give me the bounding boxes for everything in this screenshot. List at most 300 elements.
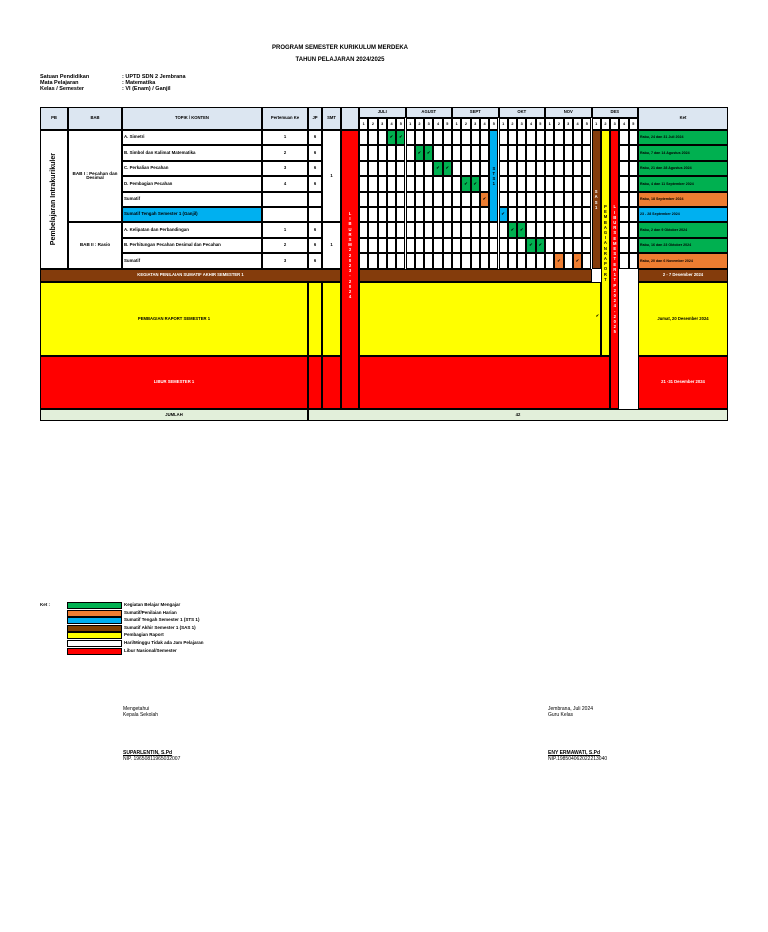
legend-label: Sumatif Tengah Semester 1 (STS 1) [124,617,200,623]
week-cell [452,192,461,207]
jumlah-label: JUMLAH [40,409,308,421]
jp-cell: 6 [308,238,322,253]
week-cell [471,161,480,176]
week-cell [433,207,442,222]
week-number: 1 [545,118,554,130]
week-cell [554,207,563,222]
document-subtitle: TAHUN PELAJARAN 2024/2025 [295,57,385,63]
week-cell [433,192,442,207]
libur-smt [322,356,341,409]
week-cell [536,130,545,145]
week-cell [564,176,573,191]
activity-mark: ✔ [443,161,452,176]
header-bab: BAB [68,107,122,130]
activity-mark: ✔ [433,161,442,176]
jumlah-value: 42 [308,409,728,421]
week-cell [387,176,396,191]
week-cell [443,130,452,145]
info-value: : Matematika [122,80,156,86]
week-cell [573,161,582,176]
week-cell [433,176,442,191]
week-cell [452,161,461,176]
week-cell [499,238,508,253]
week-number: 5 [536,118,545,130]
legend-item [67,602,267,610]
week-cell [424,253,433,268]
bab2-cell: BAB II : Rasio [68,222,122,268]
week-cell [378,145,387,160]
week-cell [461,238,470,253]
week-cell [545,130,554,145]
legend-swatch [67,640,122,647]
header-smt: SMT [322,107,341,130]
week-cell [415,192,424,207]
week-number: 3 [610,118,619,130]
raport-fill [359,282,601,356]
info-row [40,86,186,92]
smt-cell: 1 [322,130,341,222]
week-cell [406,161,415,176]
week-number: 3 [517,118,526,130]
week-number: 2 [601,118,610,130]
week-cell [582,192,591,207]
legend-label: Sumatif/Penilaian Harian [124,609,177,615]
pertemuan-cell: 1 [262,130,308,145]
week-cell [545,238,554,253]
legend-label: Libur Nasional/Semester [124,647,177,653]
week-cell [582,253,591,268]
week-cell [536,161,545,176]
topik-cell: Sumatif Tengah Semester 1 (Ganjil) [122,207,262,222]
week-cell [573,222,582,237]
week-cell [573,238,582,253]
week-cell [480,207,489,222]
week-cell [378,207,387,222]
week-cell [526,145,535,160]
jp-cell: 6 [308,130,322,145]
week-cell [545,161,554,176]
week-cell [443,253,452,268]
activity-mark: ✔ [499,207,508,222]
week-cell [387,161,396,176]
week-cell [508,161,517,176]
week-cell [461,161,470,176]
info-label: Satuan Pendidikan [40,74,90,80]
pertemuan-cell: 1 [262,222,308,237]
pertemuan-cell: 3 [262,253,308,268]
document-title: PROGRAM SEMESTER KURIKULUM MERDEKA [271,45,408,51]
legend-swatch [67,602,122,609]
week-number: 3 [424,118,433,130]
week-cell [573,192,582,207]
week-cell [387,192,396,207]
week-cell [461,145,470,160]
week-cell [471,130,480,145]
week-cell [359,207,368,222]
week-cell [536,253,545,268]
ket-cell: Rabu, 20 dan 6 November 2024 [638,253,728,268]
sig-left-name: SUPARLENTIN, S.Pd [123,750,173,756]
activity-mark: ✔ [461,176,470,191]
week-cell [582,207,591,222]
week-cell [545,207,554,222]
sig-right-name: ENY ERMAWATI, S.Pd [548,750,601,756]
week-cell [499,145,508,160]
raport-check: ✔ [595,312,600,318]
week-number: 2 [508,118,517,130]
month-header: AGUST [406,107,453,118]
week-cell [452,176,461,191]
week-cell [582,238,591,253]
week-cell [452,222,461,237]
week-cell [536,222,545,237]
week-cell [406,130,415,145]
week-cell [415,176,424,191]
activity-mark: ✔ [471,176,480,191]
legend-swatch [67,610,122,617]
week-cell [396,253,405,268]
week-cell [573,176,582,191]
week-cell [564,130,573,145]
week-cell [424,130,433,145]
legend-item [67,640,267,648]
week-cell [489,222,498,237]
week-number: 1 [359,118,368,130]
sig-right-line2: Guru Kelas [548,712,574,718]
smt-cell: 1 [322,222,341,268]
kegiatan-sas-fill [359,269,592,282]
week-number: 3 [378,118,387,130]
week-cell [480,130,489,145]
week-cell [433,253,442,268]
legend-item [67,617,267,625]
week-cell [368,222,377,237]
week-cell [368,207,377,222]
week-cell [499,222,508,237]
kegiatan-sas-row: KEGIATAN PENILAIAN SUMATIF AKHIR SEMESTER 1 [40,269,341,282]
week-cell [461,130,470,145]
week-cell [415,253,424,268]
week-cell [536,176,545,191]
week-cell [499,161,508,176]
week-number: 1 [406,118,415,130]
week-number: 1 [592,118,601,130]
week-number: 3 [471,118,480,130]
week-cell [536,207,545,222]
header-jp: JP [308,107,322,130]
ket-cell: Rabu, 2 dan 9 Oktober 2024 [638,222,728,237]
week-cell [387,253,396,268]
week-cell [378,192,387,207]
week-cell [554,145,563,160]
legend-swatch [67,625,122,632]
sig-right-line1: Jembrana, Juli 2024 [548,706,594,712]
sig-left-line1: Mengetahui [123,706,150,712]
week-number: 5 [582,118,591,130]
week-cell [471,238,480,253]
week-cell [378,238,387,253]
month-header: SEPT [452,107,499,118]
week-cell [387,207,396,222]
activity-mark: ✔ [536,238,545,253]
pertemuan-cell: 4 [262,176,308,191]
week-cell [554,238,563,253]
ket-cell: Rabu, 4 dan 11 September 2024 [638,176,728,191]
pb-cell [40,130,68,269]
week-cell [424,207,433,222]
week-cell [443,238,452,253]
week-cell [499,192,508,207]
week-number: 4 [480,118,489,130]
week-cell [378,253,387,268]
header-topik: TOPIK / KONTEN [122,107,262,130]
activity-mark: ✔ [396,130,405,145]
week-number: 1 [452,118,461,130]
week-cell [406,207,415,222]
sig-left-nip: NIP. 19650811965032007 [123,756,181,762]
week-cell [564,222,573,237]
activity-mark: ✔ [480,192,489,207]
libur-semester-column: L I B U R S E M E S T E R 1 T P 2 0 2 4 - 2 0 2 5 [610,130,619,409]
week-cell [517,130,526,145]
week-cell [526,207,535,222]
week-cell [554,222,563,237]
week-cell [517,253,526,268]
week-cell [359,176,368,191]
week-cell [526,253,535,268]
week-cell [359,130,368,145]
week-cell [536,145,545,160]
topik-cell: A. Kelipatan dan Perbandingan [122,222,262,237]
week-cell [564,253,573,268]
week-number: 4 [619,118,628,130]
libur-fill [359,356,610,409]
week-cell [461,207,470,222]
week-cell [582,145,591,160]
week-number: 5 [396,118,405,130]
info-label: Mata Pelajaran [40,80,79,86]
raport-row: PEMBAGIAN RAPORT SEMESTER 1 [40,282,308,356]
week-cell [424,161,433,176]
legend-label: Pembagian Raport [124,632,164,638]
week-cell [517,192,526,207]
week-cell [526,192,535,207]
week-cell [396,145,405,160]
week-cell [424,176,433,191]
week-cell [545,192,554,207]
activity-mark: ✔ [508,222,517,237]
topik-cell: C. Perkalian Pecahan [122,161,262,176]
legend-item [67,610,267,618]
week-cell [406,176,415,191]
month-header: OKT [499,107,546,118]
week-cell [461,192,470,207]
week-cell [452,253,461,268]
week-cell [573,145,582,160]
week-number: 5 [629,118,638,130]
week-cell [480,145,489,160]
week-cell [415,238,424,253]
program-semester-table [40,107,728,421]
sts-column: S T S 1 [489,130,498,222]
activity-mark: ✔ [517,222,526,237]
pertemuan-cell: 3 [262,161,308,176]
week-cell [359,161,368,176]
week-cell [387,238,396,253]
legend-label: Hari/Minggu Tidak ada Jam Pelajaran [124,639,204,645]
week-cell [359,253,368,268]
activity-mark: ✔ [415,145,424,160]
week-cell [582,222,591,237]
week-cell [368,238,377,253]
week-number: 4 [433,118,442,130]
month-header: JULI [359,107,406,118]
week-cell [443,176,452,191]
week-cell [406,145,415,160]
week-cell [406,192,415,207]
libur-jp [308,356,322,409]
topik-cell: A. Simetri [122,130,262,145]
week-number: 2 [415,118,424,130]
week-cell [489,253,498,268]
week-cell [499,176,508,191]
week-cell [396,192,405,207]
signature-left [123,706,180,762]
pertemuan-cell: 2 [262,145,308,160]
week-cell [406,253,415,268]
week-cell [433,222,442,237]
week-cell [415,222,424,237]
week-cell [443,192,452,207]
week-cell [517,207,526,222]
header-blank [341,107,359,130]
week-number: 1 [499,118,508,130]
week-cell [368,176,377,191]
week-cell [424,222,433,237]
week-cell [564,207,573,222]
week-cell [368,192,377,207]
week-cell [359,192,368,207]
week-cell [517,145,526,160]
week-cell [359,222,368,237]
jp-cell [308,192,322,207]
week-cell [508,192,517,207]
jp-cell: 6 [308,161,322,176]
week-cell [406,222,415,237]
week-cell [564,238,573,253]
week-cell [471,145,480,160]
topik-cell: Sumatif [122,192,262,207]
header-pb: PB [40,107,68,130]
week-cell [359,238,368,253]
week-number: 5 [443,118,452,130]
week-cell [452,130,461,145]
jp-cell: 6 [308,145,322,160]
week-number: 2 [554,118,563,130]
pb-label: Pembelajaran Intrakurikuler [49,153,57,246]
week-cell [545,222,554,237]
legend-item [67,625,267,633]
week-cell [582,130,591,145]
raport-ket: Jumat, 20 Desember 2024 [638,282,728,356]
week-cell [415,130,424,145]
libur-sm2-column: L I B U R S M 2 2 0 2 3 - 2 0 2 4 [341,130,359,409]
week-cell [517,161,526,176]
jp-cell: 6 [308,253,322,268]
week-cell [526,130,535,145]
week-cell [433,145,442,160]
week-cell [387,222,396,237]
week-cell [396,238,405,253]
pertemuan-cell [262,207,308,222]
week-number: 5 [489,118,498,130]
week-cell [396,222,405,237]
week-cell [508,207,517,222]
week-cell [461,253,470,268]
legend-title: Ket : [40,602,50,607]
week-cell [415,161,424,176]
week-number: 4 [526,118,535,130]
info-label: Kelas / Semester [40,86,85,92]
week-cell [480,161,489,176]
week-cell [424,192,433,207]
week-cell [508,145,517,160]
legend-item [67,648,267,656]
week-cell [517,238,526,253]
jp-cell [308,207,322,222]
sas-column: S A S 1 [592,130,601,269]
week-cell [471,253,480,268]
week-cell [368,145,377,160]
week-cell [554,176,563,191]
week-cell [378,161,387,176]
raport-smt [322,282,341,356]
ket-cell: Rabu, 16 dan 23 Oktober 2024 [638,238,728,253]
ket-cell: Rabu, 7 dan 14 Agustus 2024 [638,145,728,160]
week-cell [508,238,517,253]
legend-swatch [67,632,122,639]
week-cell [508,253,517,268]
signature-right [548,706,607,762]
week-number: 4 [387,118,396,130]
week-cell [433,130,442,145]
week-cell [499,130,508,145]
legend-item [67,632,267,640]
week-cell [471,192,480,207]
week-cell [554,161,563,176]
pertemuan-cell: 2 [262,238,308,253]
week-cell [508,130,517,145]
week-cell [461,222,470,237]
week-cell [564,161,573,176]
info-block [40,74,186,92]
legend-label: Kegiatan Belajar Mengajar [124,602,181,607]
week-cell [480,222,489,237]
week-cell [443,222,452,237]
week-cell [499,253,508,268]
week-cell [378,222,387,237]
raport-jp [308,282,322,356]
week-cell [480,176,489,191]
week-cell [545,253,554,268]
week-cell [424,238,433,253]
ket-cell: Rabu, 21 dan 28 Agustus 2024 [638,161,728,176]
week-cell [378,176,387,191]
week-cell [545,145,554,160]
sig-right-nip: NIP.198504062022213040 [548,756,608,762]
legend-swatch [67,617,122,624]
jp-cell: 6 [308,222,322,237]
